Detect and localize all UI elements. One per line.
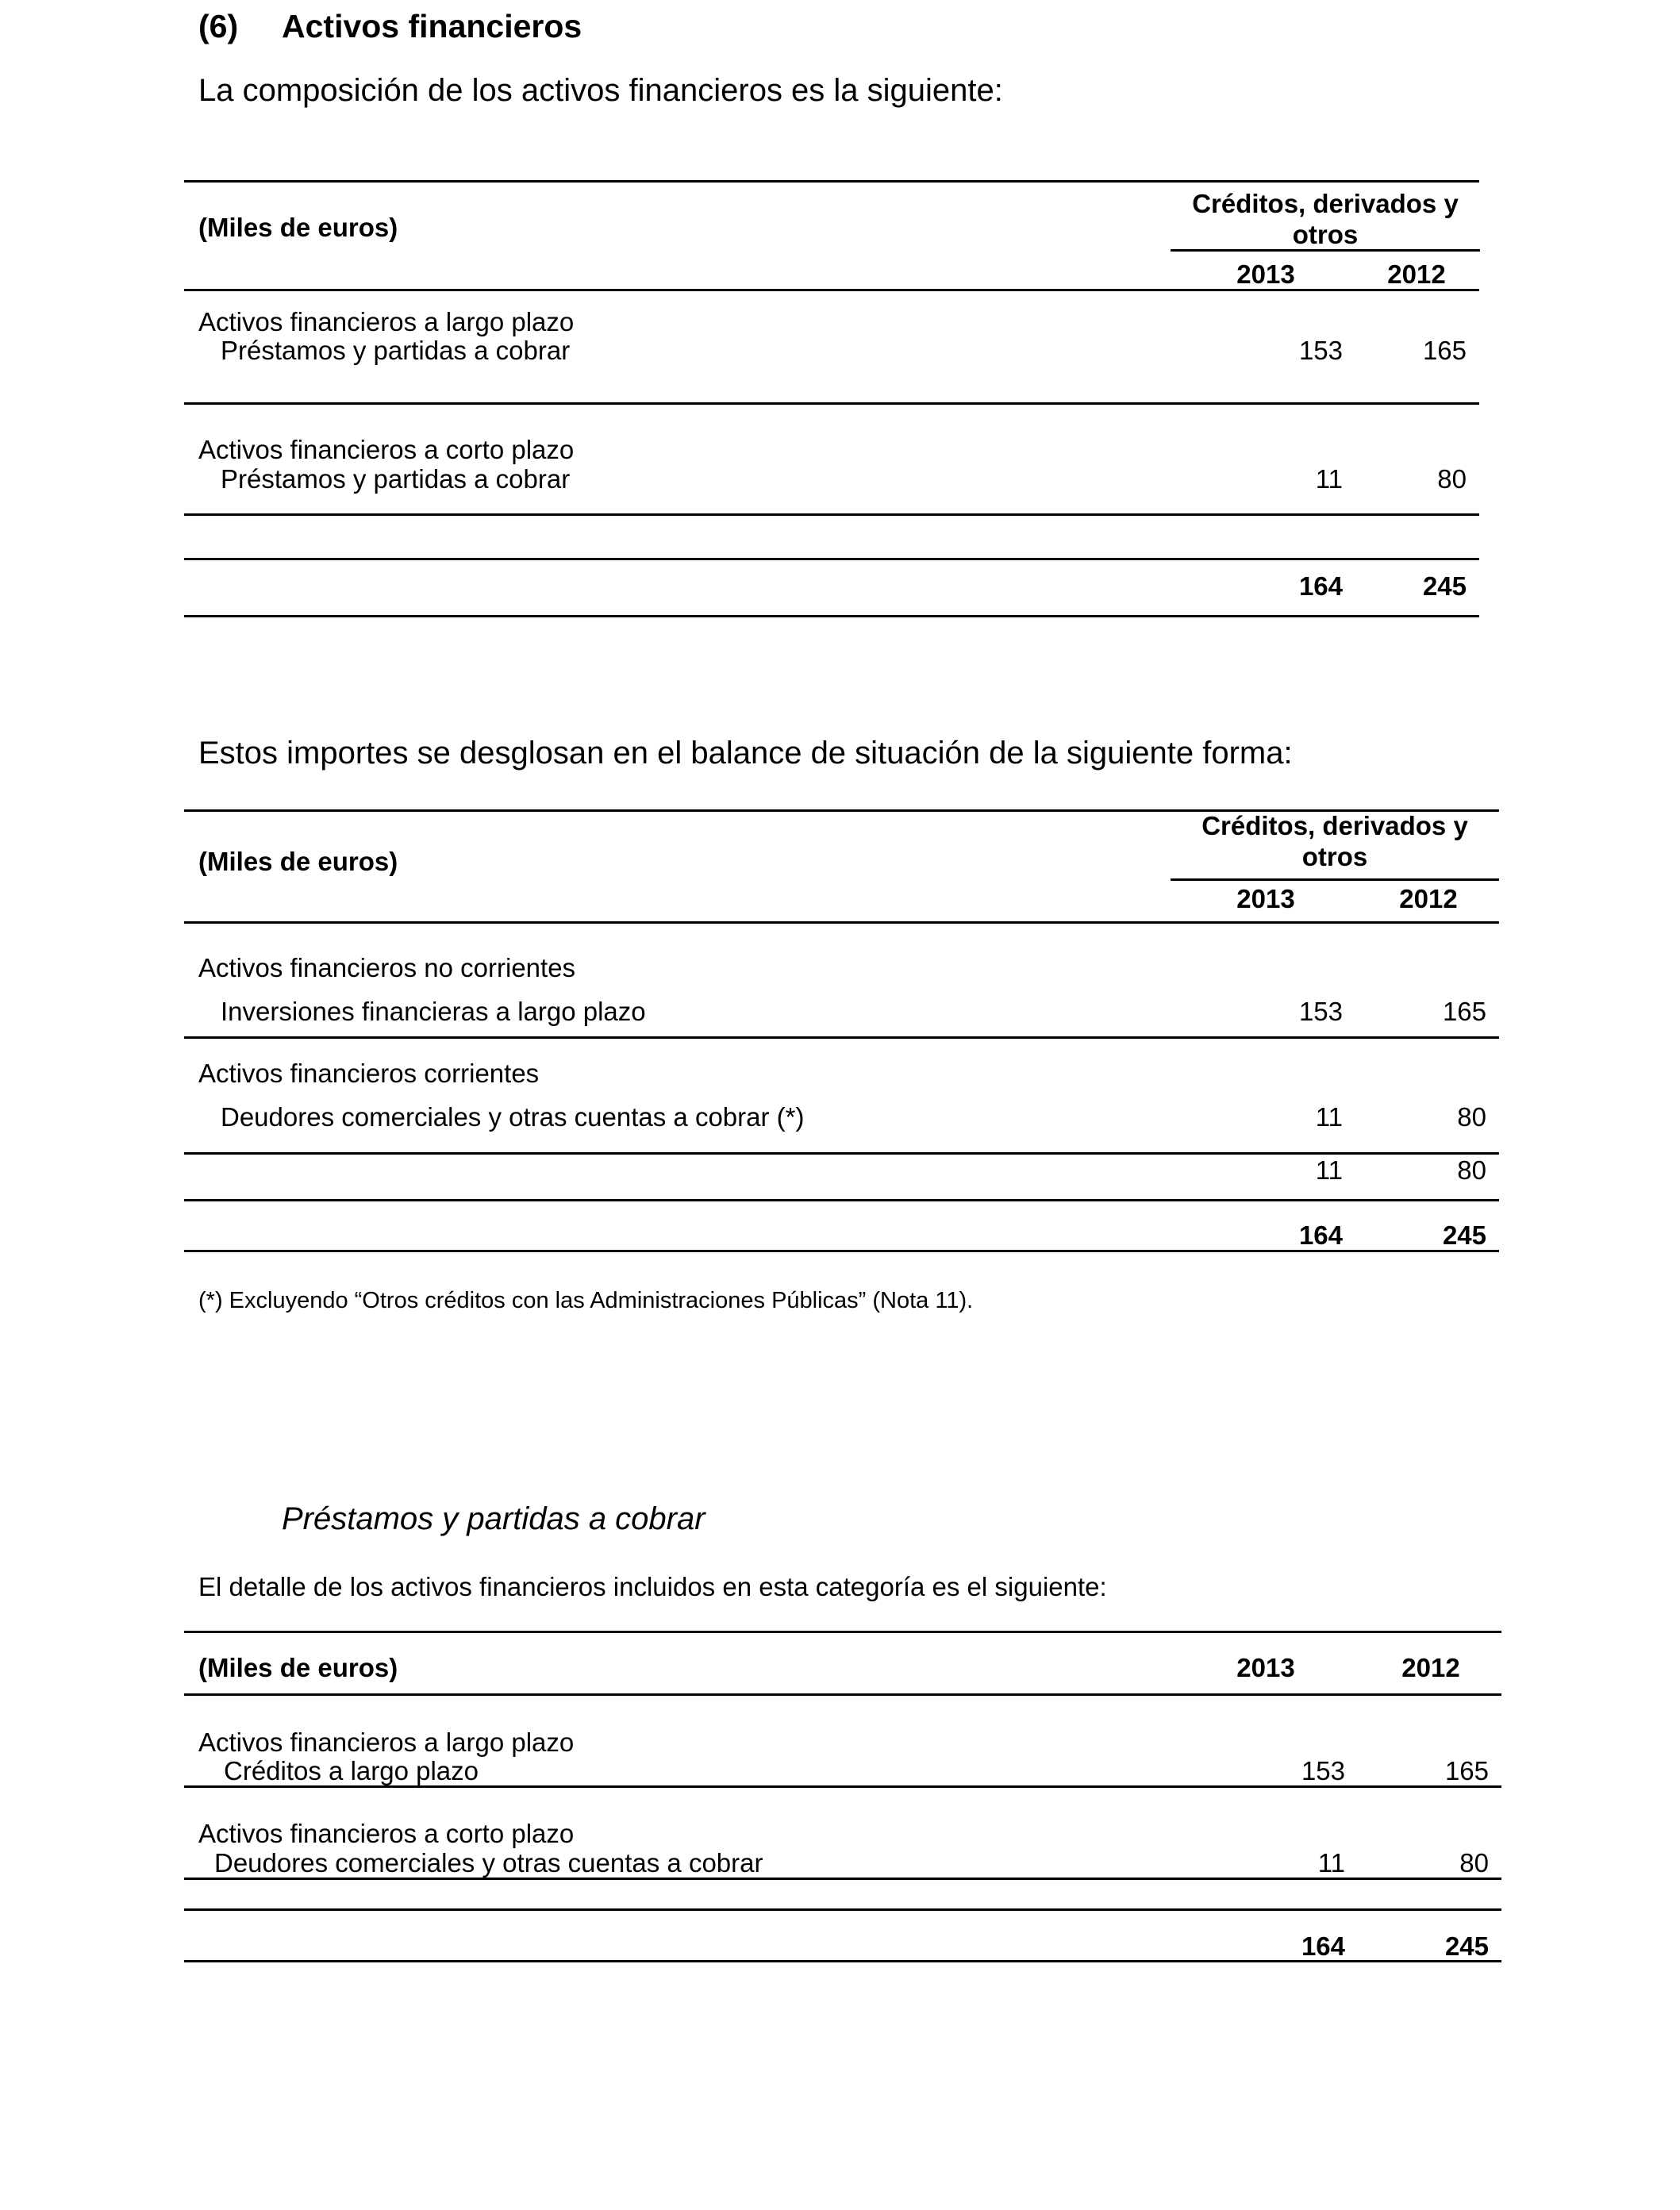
header-year-2013: 2013 [1236, 259, 1295, 289]
value-2012: 80 [1459, 1848, 1489, 1878]
total-2012: 245 [1444, 1931, 1489, 1961]
section-number: (6) [198, 8, 239, 44]
header-units: (Miles de euros) [198, 1653, 398, 1682]
group-label: Activos financieros a largo plazo [198, 307, 575, 336]
subsection-title: Préstamos y partidas a cobrar [282, 1501, 705, 1536]
table-rule [184, 921, 1499, 924]
group-label: Activos financieros a corto plazo [198, 1819, 575, 1848]
table-rule [184, 1250, 1499, 1252]
row-label: Inversiones financieras a largo plazo [221, 997, 646, 1026]
breakdown-paragraph: Estos importes se desglosan en el balance de situación de la siguiente forma: [198, 736, 1293, 771]
table-rule [184, 558, 1479, 560]
row-label: Préstamos y partidas a cobrar [221, 336, 571, 365]
value-2012: 165 [1422, 336, 1467, 365]
header-group-rule [1171, 249, 1480, 252]
table-rule [184, 1878, 1501, 1880]
header-group-line2: otros [1301, 842, 1368, 871]
header-year-2012: 2012 [1401, 1653, 1460, 1682]
subtotal-2013: 11 [1315, 1155, 1343, 1185]
header-group-line1: Créditos, derivados y [1201, 811, 1468, 840]
value-2012: 165 [1444, 1756, 1489, 1785]
header-group-line1: Créditos, derivados y [1192, 189, 1459, 218]
detail-paragraph: El detalle de los activos financieros incluidos en esta categoría es el siguiente: [198, 1572, 1107, 1601]
value-2012: 80 [1457, 1102, 1486, 1132]
intro-paragraph: La composición de los activos financieros es la siguiente: [198, 73, 1003, 108]
footnote: (*) Excluyendo “Otros créditos con las Administraciones Públicas” (Nota 11). [198, 1288, 974, 1313]
group-label: Activos financieros corrientes [198, 1059, 540, 1088]
header-group-rule [1171, 878, 1499, 881]
row-label: Deudores comerciales y otras cuentas a cobrar (*) [221, 1102, 805, 1132]
header-year-2012: 2012 [1399, 884, 1458, 913]
value-2013: 153 [1298, 997, 1343, 1026]
table-rule [184, 1960, 1501, 1962]
value-2013: 153 [1298, 336, 1343, 365]
header-year-2012: 2012 [1387, 259, 1446, 289]
value-2013: 11 [1315, 1102, 1343, 1132]
value-2013: 153 [1301, 1756, 1345, 1785]
value-2013: 11 [1315, 464, 1343, 494]
row-label: Deudores comerciales y otras cuentas a cobrar [214, 1848, 763, 1878]
table-rule [184, 180, 1479, 183]
row-label: Préstamos y partidas a cobrar [221, 464, 571, 494]
group-label: Activos financieros a corto plazo [198, 435, 575, 464]
row-label: Créditos a largo plazo [224, 1756, 479, 1785]
header-group-line2: otros [1292, 220, 1359, 249]
header-units: (Miles de euros) [198, 213, 398, 242]
total-2012: 245 [1422, 571, 1467, 601]
header-year-2013: 2013 [1236, 1653, 1295, 1682]
table-rule [184, 1693, 1501, 1696]
value-2012: 165 [1442, 997, 1486, 1026]
table-rule [184, 289, 1479, 291]
value-2012: 80 [1437, 464, 1467, 494]
table-rule [184, 1908, 1501, 1911]
group-label: Activos financieros a largo plazo [198, 1728, 575, 1757]
table-rule [184, 1631, 1501, 1633]
total-2013: 164 [1298, 1220, 1343, 1250]
group-label: Activos financieros no corrientes [198, 953, 576, 982]
total-2013: 164 [1298, 571, 1343, 601]
table-rule [184, 1785, 1501, 1788]
header-units: (Miles de euros) [198, 847, 398, 876]
section-title: Activos financieros [282, 8, 582, 44]
table-rule [184, 1152, 1499, 1155]
total-2013: 164 [1301, 1931, 1345, 1961]
total-2012: 245 [1442, 1220, 1486, 1250]
table-rule [184, 1036, 1499, 1039]
table-rule [184, 402, 1479, 405]
value-2013: 11 [1317, 1848, 1345, 1878]
subtotal-2012: 80 [1457, 1155, 1486, 1185]
table-rule [184, 513, 1479, 516]
table-rule [184, 615, 1479, 617]
header-year-2013: 2013 [1236, 884, 1295, 913]
table-rule [184, 1199, 1499, 1201]
